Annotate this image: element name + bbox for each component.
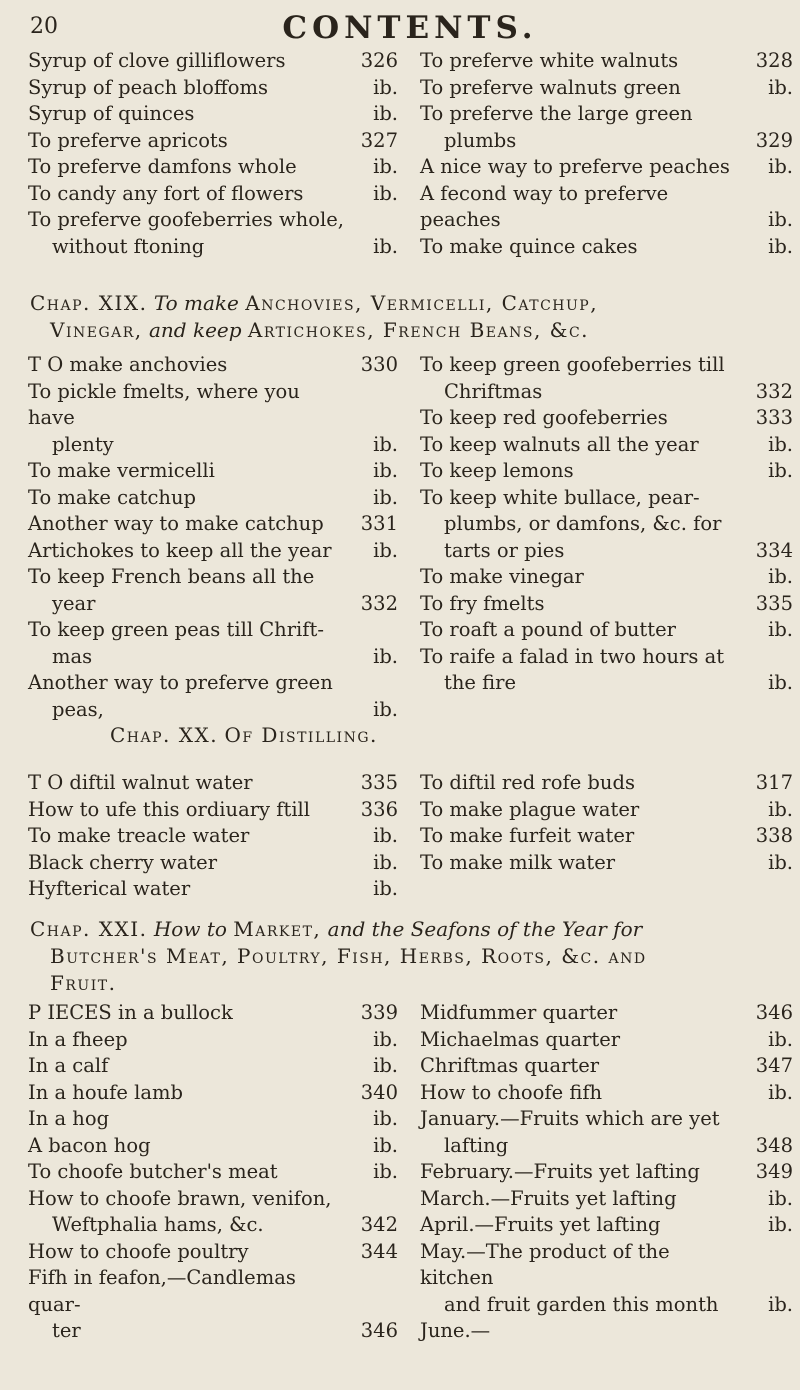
contents-entry (28, 379, 398, 432)
contents-block-chapter-20 (28, 770, 793, 910)
entry-page: 330 (360, 353, 398, 376)
entry-title: To keep red goofeberries (420, 406, 668, 429)
contents-entry (420, 1027, 793, 1054)
entry-title: P IECES in a bullock (28, 1001, 233, 1024)
chapter-20-heading (30, 722, 790, 749)
entry-title: To candy any fort of flowers (28, 181, 304, 205)
contents-entry (420, 797, 793, 824)
entry-title: To make vermicelli (28, 459, 215, 482)
entry-title: In a houfe lamb (28, 1080, 183, 1104)
left-column (28, 1000, 398, 1345)
entry-title: T O make anchovies (28, 353, 228, 376)
chapter-label: Chap. XXI. (30, 917, 148, 941)
contents-entry (420, 1212, 793, 1239)
entry-page: 346 (360, 1319, 398, 1342)
contents-entry (28, 1080, 398, 1107)
entry-page: ib. (768, 618, 793, 641)
entry-page: ib. (373, 102, 398, 125)
entry-title: To raife a falad in two hours at (420, 644, 725, 668)
entry-page: ib. (768, 155, 793, 178)
entry-title: lafting (444, 1133, 509, 1157)
entry-page: 326 (360, 49, 398, 72)
contents-entry (28, 876, 398, 903)
entry-page: 346 (755, 1001, 793, 1024)
entry-page: 340 (360, 1080, 398, 1104)
entry-page: ib. (373, 697, 398, 721)
entry-page: ib. (373, 181, 398, 205)
contents-entry (420, 1053, 793, 1080)
chapter-label: Chap. XIX. (30, 291, 148, 315)
contents-entry (28, 1053, 398, 1080)
entry-page: ib. (768, 1213, 793, 1236)
left-column (28, 352, 398, 723)
contents-entry (28, 1212, 398, 1239)
entry-page: ib. (373, 877, 398, 900)
entry-page: 328 (755, 49, 793, 72)
contents-entry (28, 770, 398, 797)
entry-page: ib. (768, 208, 793, 231)
contents-entry (28, 128, 398, 155)
contents-entry (28, 670, 398, 697)
entry-title: To keep green goofeberries till (420, 353, 725, 376)
entry-title: the fire (444, 671, 517, 694)
chapter-title-part: To make (153, 291, 239, 315)
contents-entry (28, 538, 398, 565)
entry-page: ib. (768, 432, 793, 456)
right-column (420, 1000, 793, 1345)
entry-title: Artichokes to keep all the year (28, 538, 332, 562)
contents-block-1 (28, 48, 793, 283)
entry-page: ib. (373, 75, 398, 99)
contents-entry (28, 352, 398, 379)
entry-page: ib. (373, 824, 398, 847)
chapter-title-part: How to (153, 917, 227, 941)
contents-entry (420, 1000, 793, 1027)
entry-page: 335 (755, 591, 793, 615)
contents-entry (28, 1027, 398, 1054)
chapter-title-part: Anchovies, Vermicelli, Catchup, (245, 291, 599, 315)
contents-entry (420, 1106, 793, 1133)
chapter-19-heading (30, 290, 790, 344)
contents-entry (28, 1159, 398, 1186)
entry-page: ib. (373, 850, 398, 874)
entry-title: Another way to make catchup (28, 512, 324, 535)
entry-page: 317 (755, 771, 793, 794)
contents-entry (420, 432, 793, 459)
contents-entry (420, 644, 793, 671)
entry-title: To make milk water (420, 850, 616, 874)
entry-page: ib. (373, 1027, 398, 1051)
contents-entry (28, 75, 398, 102)
entry-page: ib. (373, 538, 398, 562)
entry-title: Syrup of quinces (28, 102, 195, 125)
contents-entry (420, 128, 793, 155)
entry-page: 348 (755, 1133, 793, 1157)
contents-entry (28, 617, 398, 644)
left-column (28, 770, 398, 903)
contents-entry (420, 511, 793, 538)
entry-title: tarts or pies (444, 538, 565, 562)
contents-entry (28, 1000, 398, 1027)
entry-title: ter (52, 1319, 81, 1342)
entry-title: To make treacle water (28, 824, 250, 847)
entry-page: ib. (373, 459, 398, 482)
entry-title: A bacon hog (28, 1133, 151, 1157)
contents-entry (420, 1133, 793, 1160)
contents-entry (420, 823, 793, 850)
entry-page: ib. (768, 850, 793, 874)
contents-entry (28, 48, 398, 75)
entry-title: How to choofe fifh (420, 1080, 603, 1104)
chapter-title-part: Vinegar, (50, 318, 143, 342)
contents-block-chapter-19 (28, 352, 793, 721)
entry-title: mas (52, 644, 93, 668)
chapter-title-part: Fruit. (50, 971, 117, 995)
entry-title: How to choofe poultry (28, 1239, 249, 1263)
contents-entry (420, 48, 793, 75)
entry-title: without ftoning (52, 234, 205, 258)
contents-entry (28, 1186, 398, 1213)
entry-title: Syrup of peach bloffoms (28, 75, 268, 99)
entry-page: ib. (768, 1080, 793, 1104)
entry-title: How to choofe brawn, venifon, (28, 1186, 332, 1210)
entry-page: ib. (373, 155, 398, 178)
contents-entry (28, 101, 398, 128)
chapter-title-part: and the Seafons of the Year for (327, 917, 643, 941)
entry-title: To preferve walnuts green (420, 75, 681, 99)
entry-page: ib. (768, 671, 793, 694)
entry-title: year (52, 591, 96, 615)
contents-entry (28, 207, 398, 234)
entry-title: January.—Fruits which are yet (420, 1107, 720, 1130)
right-column (420, 770, 793, 876)
running-title: CONTENTS. (282, 10, 538, 46)
entry-page: ib. (768, 565, 793, 588)
entry-page: 338 (755, 824, 793, 847)
contents-entry (28, 234, 398, 261)
entry-page: ib. (373, 1054, 398, 1077)
left-column (28, 48, 398, 260)
contents-entry (420, 154, 793, 181)
entry-page: ib. (768, 1027, 793, 1051)
contents-entry (420, 405, 793, 432)
entry-page: ib. (768, 1292, 793, 1316)
entry-title: plenty (52, 432, 114, 456)
contents-entry (420, 458, 793, 485)
contents-entry (28, 1106, 398, 1133)
entry-title: March.—Fruits yet lafting (420, 1186, 677, 1210)
page-header (30, 10, 790, 50)
contents-entry (420, 1239, 793, 1292)
contents-entry (420, 75, 793, 102)
contents-entry (420, 352, 793, 379)
entry-title: To pickle fmelts, where you have (28, 379, 300, 429)
entry-page: ib. (373, 644, 398, 668)
entry-title: plumbs (444, 128, 517, 152)
entry-title: To preferve goofeberries whole, (28, 208, 344, 231)
contents-entry (420, 591, 793, 618)
entry-title: plumbs, or damfons, &c. for (444, 512, 722, 535)
contents-entry (420, 850, 793, 877)
entry-page: 334 (755, 538, 793, 562)
entry-title: To make quince cakes (420, 234, 638, 258)
entry-title: How to ufe this ordiuary ftill (28, 797, 311, 821)
entry-title: In a hog (28, 1107, 110, 1130)
entry-page: 342 (360, 1213, 398, 1236)
entry-title: Weftphalia hams, &c. (52, 1213, 264, 1236)
page-number: 20 (30, 14, 58, 39)
entry-title: In a calf (28, 1054, 109, 1077)
entry-title: To make plague water (420, 797, 640, 821)
entry-title: To keep green peas till Chrift- (28, 618, 324, 641)
contents-entry (420, 1159, 793, 1186)
contents-entry (28, 1133, 398, 1160)
entry-title: Black cherry water (28, 850, 218, 874)
entry-page: ib. (768, 797, 793, 821)
entry-page: ib. (768, 1186, 793, 1210)
entry-page: 349 (755, 1160, 793, 1183)
entry-page: ib. (768, 234, 793, 258)
entry-title: To roaft a pound of butter (420, 618, 676, 641)
right-column (420, 48, 793, 260)
contents-entry (28, 1318, 398, 1345)
entry-title: Chriftmas quarter (420, 1054, 600, 1077)
entry-title: and fruit garden this month (444, 1292, 719, 1316)
entry-title: A fecond way to preferve peaches (420, 181, 669, 231)
entry-page: ib. (768, 75, 793, 99)
contents-entry (28, 154, 398, 181)
entry-title: Fifh in feafon,—Candlemas quar- (28, 1266, 296, 1316)
entry-title: To preferve the large green (420, 102, 693, 125)
contents-entry (28, 485, 398, 512)
entry-page: 327 (360, 128, 398, 152)
entry-title: To preferve white walnuts (420, 49, 679, 72)
contents-entry (420, 538, 793, 565)
contents-entry (420, 1318, 793, 1345)
contents-entry (420, 617, 793, 644)
entry-page: ib. (373, 1160, 398, 1183)
contents-entry (420, 485, 793, 512)
entry-title: Syrup of clove gilliflowers (28, 49, 286, 72)
contents-entry (28, 850, 398, 877)
entry-page: 332 (360, 591, 398, 615)
contents-entry (28, 1239, 398, 1266)
entry-title: To keep lemons (420, 459, 574, 482)
contents-entry (420, 181, 793, 234)
contents-entry (28, 458, 398, 485)
chapter-label: Chap. XX. (110, 723, 219, 747)
entry-title: To keep walnuts all the year (420, 432, 699, 456)
entry-title: February.—Fruits yet lafting (420, 1160, 700, 1183)
right-column (420, 352, 793, 697)
entry-page: 333 (755, 406, 793, 429)
entry-title: To make vinegar (420, 565, 584, 588)
chapter-title: Of Distilling. (224, 723, 378, 747)
entry-title: Midfummer quarter (420, 1001, 618, 1024)
entry-title: In a fheep (28, 1027, 128, 1051)
entry-title: To preferve apricots (28, 128, 228, 152)
entry-title: To fry fmelts (420, 591, 545, 615)
entry-page: ib. (373, 1107, 398, 1130)
entry-page: 336 (360, 797, 398, 821)
contents-entry (420, 1292, 793, 1319)
entry-page: ib. (373, 432, 398, 456)
entry-page: 339 (360, 1001, 398, 1024)
contents-entry (420, 379, 793, 406)
entry-title: Chriftmas (444, 379, 543, 403)
contents-entry (28, 432, 398, 459)
entry-title: Another way to preferve green (28, 671, 333, 694)
entry-page: 331 (360, 512, 398, 535)
chapter-title-part: Butcher's Meat, Poultry, Fish, Herbs, Roots, &c. and (50, 944, 647, 968)
entry-title: June.— (420, 1319, 491, 1342)
entry-title: Michaelmas quarter (420, 1027, 621, 1051)
contents-entry (420, 564, 793, 591)
contents-entry (420, 1080, 793, 1107)
contents-entry (28, 697, 398, 724)
entry-title: To choofe butcher's meat (28, 1160, 278, 1183)
chapter-title-part: Market, (233, 917, 322, 941)
entry-title: peas, (52, 697, 104, 721)
contents-entry (28, 644, 398, 671)
contents-entry (28, 181, 398, 208)
chapter-21-heading (30, 916, 790, 997)
entry-title: To make catchup (28, 485, 197, 509)
entry-page: 344 (360, 1239, 398, 1263)
entry-title: May.—The product of the kitchen (420, 1239, 670, 1289)
contents-entry (28, 1265, 398, 1318)
entry-page: 335 (360, 771, 398, 794)
chapter-title-part: Artichokes, French Beans, &c. (247, 318, 590, 342)
entry-page: ib. (373, 234, 398, 258)
entry-title: April.—Fruits yet lafting (420, 1213, 661, 1236)
entry-page: ib. (768, 459, 793, 482)
contents-entry (420, 101, 793, 128)
entry-title: Hyfterical water (28, 877, 191, 900)
entry-title: To diftil red rofe buds (420, 771, 635, 794)
entry-page: ib. (373, 485, 398, 509)
entry-page: 347 (755, 1054, 793, 1077)
contents-entry (420, 770, 793, 797)
entry-title: To keep French beans all the (28, 565, 315, 588)
contents-entry (28, 797, 398, 824)
chapter-title-part: and keep (149, 318, 242, 342)
entry-title: To keep white bullace, pear- (420, 485, 700, 509)
contents-entry (28, 823, 398, 850)
contents-entry (28, 511, 398, 538)
entry-page: 329 (755, 128, 793, 152)
contents-entry (28, 564, 398, 591)
contents-entry (420, 234, 793, 261)
entry-title: To make furfeit water (420, 824, 635, 847)
entry-page: 332 (755, 379, 793, 403)
contents-entry (28, 591, 398, 618)
entry-title: To preferve damfons whole (28, 155, 297, 178)
contents-entry (420, 670, 793, 697)
entry-title: A nice way to preferve peaches (420, 155, 730, 178)
contents-block-chapter-21 (28, 1000, 793, 1340)
contents-entry (420, 1186, 793, 1213)
entry-page: ib. (373, 1133, 398, 1157)
entry-title: T O diftil walnut water (28, 771, 253, 794)
